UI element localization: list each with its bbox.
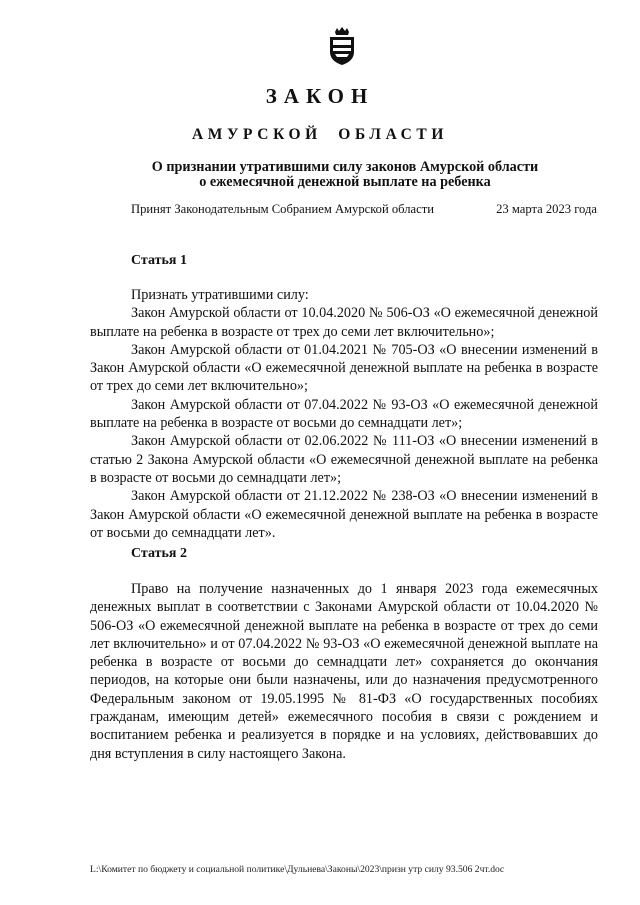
article-1-paragraph: Закон Амурской области от 21.12.2022 № 238-ОЗ «О внесении изменений в Закон Амурской области «О ежемесячной денежной выплате на ребенка в возрасте от восьми до семнадцати лет». <box>90 488 598 541</box>
article-1-heading: Статья 1 <box>131 253 187 268</box>
adopted-by: Принят Законодательным Собранием Амурской области <box>131 202 434 216</box>
article-1-body <box>90 286 598 542</box>
law-title-line-1: О признании утратившими силу законов Амурской области <box>151 159 539 175</box>
article-1-paragraph: Закон Амурской области от 07.04.2022 № 93-ОЗ «О ежемесячной денежной выплате на ребенка в возрасте от восьми до семнадцати лет»; <box>90 396 598 432</box>
article-2-body <box>90 580 598 763</box>
article-1-paragraph: Закон Амурской области от 01.04.2021 № 705-ОЗ «О внесении изменений в Закон Амурской области «О ежемесячной денежной выплате на ребенка в возрасте от трех до семи лет включительно»; <box>90 341 598 395</box>
article-1-paragraph: Закон Амурской области от 10.04.2020 № 506-ОЗ «О ежемесячной денежной выплате на ребенка в возрасте от трех до семи лет включительно»; <box>90 305 598 340</box>
article-2-paragraph: Право на получение назначенных до 1 января 2023 года ежемесячных денежных выплат в соответствии с Законами Амурской области от 10.04.2020 № 506-ОЗ «О ежемесячной денежной выплате на ребенка в возрасте от трех до семи лет включительно» и от 07.04.2022 № 93-ОЗ «О ежемесячной денежной выплате на ребенка в возрасте от восьми до семнадцати лет» сохраняется до окончания периодов, на которые они были назначены, или до назначения предусмотренного Федеральным законом от 19.05.1995 № 81-ФЗ «О государственных пособиях гражданам, имеющим детей» ежемесячного пособия в связи с рождением и воспитанием ребенка и реализуется в порядке и на условиях, действовавших до дня вступления в силу настоящего Закона. <box>90 581 598 762</box>
article-2-heading: Статья 2 <box>131 546 187 561</box>
file-path-footer: L:\Комитет по бюджету и социальной политике\Дульнева\Законы\2023\призн утр силу 93.506 2чт.doc <box>90 864 505 875</box>
article-1-paragraph: Закон Амурской области от 02.06.2022 № 111-ОЗ «О внесении изменений в статью 2 Закона Амурской области «О ежемесячной денежной выплате на ребенка в возрасте от восьми до семнадцати лет»; <box>90 433 598 486</box>
law-title-line-2: о ежемесячной денежной выплате на ребенка <box>199 174 491 190</box>
law-title <box>0 160 640 190</box>
adoption-line <box>131 202 597 217</box>
document-type: ЗАКОН <box>265 84 375 108</box>
region-name: АМУРСКОЙ ОБЛАСТИ <box>192 126 448 143</box>
amur-region-coat-of-arms-icon <box>325 26 359 66</box>
adopted-date: 23 марта 2023 года <box>496 202 597 216</box>
article-1-paragraph: Признать утратившими силу: <box>131 287 309 303</box>
